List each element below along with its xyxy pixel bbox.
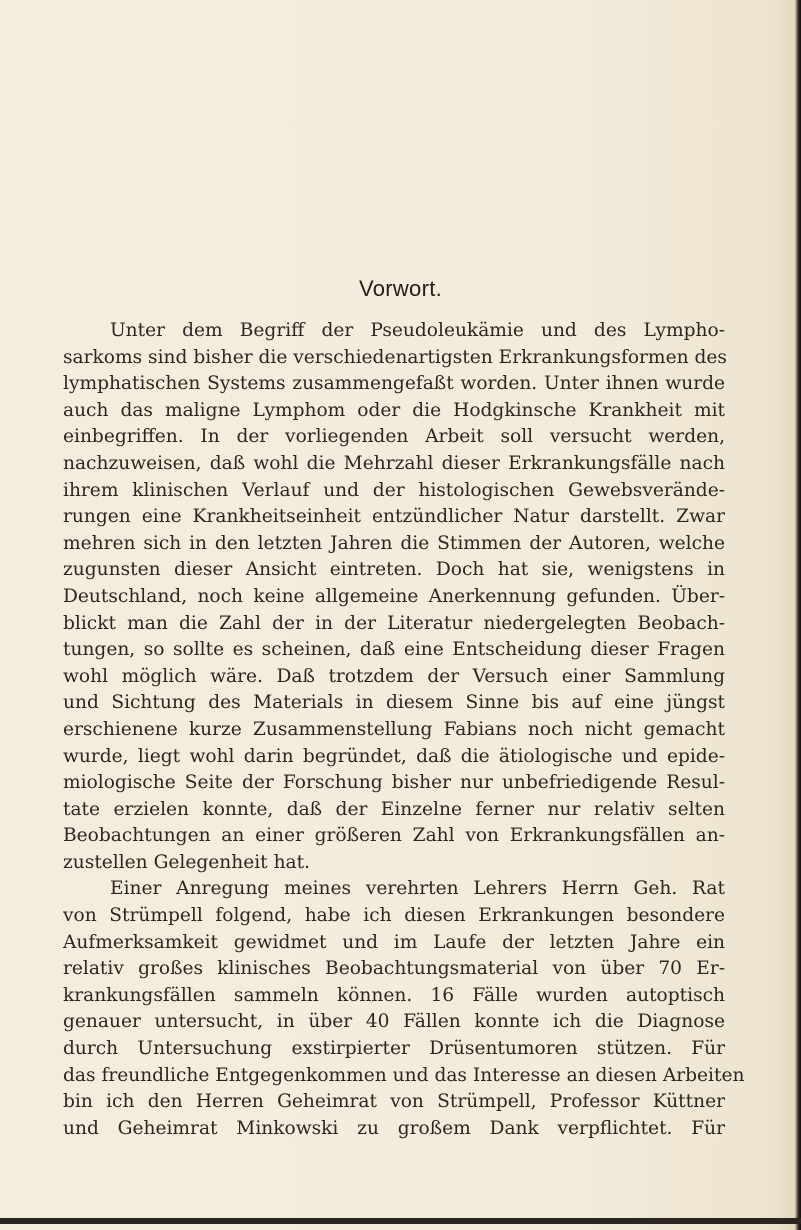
text-line: tungen, so sollte es scheinen, daß eine Entscheidung dieser Fragen — [63, 639, 725, 661]
text-line: erschienene kurze Zusammenstellung Fabians noch nicht gemacht — [63, 718, 725, 740]
text-line: tate erzielen konnte, daß der Einzelne ferner nur relativ selten — [63, 798, 725, 820]
text-line: zustellen Gelegenheit hat. — [63, 851, 311, 873]
page-title: Vorwort. — [358, 276, 443, 301]
text-line: von Strümpell folgend, habe ich diesen Erkrankungen besondere — [63, 905, 725, 927]
body-text — [63, 318, 745, 1142]
bottom-edge — [0, 1218, 801, 1224]
text-line: Beobachtungen an einer größeren Zahl von Erkrankungsfällen an- — [63, 825, 725, 847]
text-line: relativ großes klinisches Beobachtungsmaterial von über 70 Er- — [63, 958, 725, 980]
text-line: wurde, liegt wohl darin begründet, daß die ätiologische und epide- — [63, 745, 725, 767]
text-line: durch Untersuchung exstirpierter Drüsentumoren stützen. Für — [63, 1038, 725, 1060]
text-line: einbegriffen. In der vorliegenden Arbeit soll versucht werden, — [63, 426, 725, 448]
text-line: nachzuweisen, daß wohl die Mehrzahl dieser Erkrankungsfälle nach — [63, 452, 725, 474]
text-line: miologische Seite der Forschung bisher nur unbefriedigende Resul- — [63, 772, 725, 794]
text-line: und Geheimrat Minkowski zu großem Dank verpflichtet. Für — [63, 1117, 725, 1139]
text-line: Einer Anregung meines verehrten Lehrers Herrn Geh. Rat — [110, 878, 725, 900]
text-line: lymphatischen Systems zusammengefaßt worden. Unter ihnen wurde — [63, 373, 725, 395]
text-line: sarkoms sind bisher die verschiedenartigsten Erkrankungsformen des — [63, 346, 727, 368]
text-line: zugunsten dieser Ansicht eintreten. Doch hat sie, wenigstens in — [63, 559, 725, 581]
text-line: Unter dem Begriff der Pseudoleukämie und des Lympho- — [110, 320, 725, 341]
text-line: wohl möglich wäre. Daß trotzdem der Versuch einer Sammlung — [63, 665, 725, 687]
text-line: rungen eine Krankheitseinheit entzündlicher Natur darstellt. Zwar — [63, 506, 725, 528]
page-edge-shadow — [795, 0, 801, 1230]
text-line: krankungsfällen sammeln können. 16 Fälle wurden autoptisch — [63, 984, 725, 1006]
text-line: auch das maligne Lymphom oder die Hodgkinsche Krankheit mit — [63, 399, 725, 421]
text-line: und Sichtung des Materials in diesem Sinne bis auf eine jüngst — [63, 692, 725, 714]
text-line: genauer untersucht, in über 40 Fällen konnte ich die Diagnose — [63, 1011, 725, 1033]
text-line: das freundliche Entgegenkommen und das Interesse an diesen Arbeiten — [63, 1064, 745, 1086]
text-line: bin ich den Herren Geheimrat von Strümpell, Professor Küttner — [63, 1091, 725, 1113]
text-line: blickt man die Zahl der in der Literatur niedergelegten Beobach- — [63, 612, 725, 634]
text-line: mehren sich in den letzten Jahren die Stimmen der Autoren, welche — [63, 532, 725, 554]
text-line: ihrem klinischen Verlauf und der histologischen Gewebsverände- — [63, 479, 725, 501]
text-line: Aufmerksamkeit gewidmet und im Laufe der letzten Jahre ein — [63, 931, 725, 953]
text-line: Deutschland, noch keine allgemeine Anerkennung gefunden. Über- — [63, 585, 725, 607]
